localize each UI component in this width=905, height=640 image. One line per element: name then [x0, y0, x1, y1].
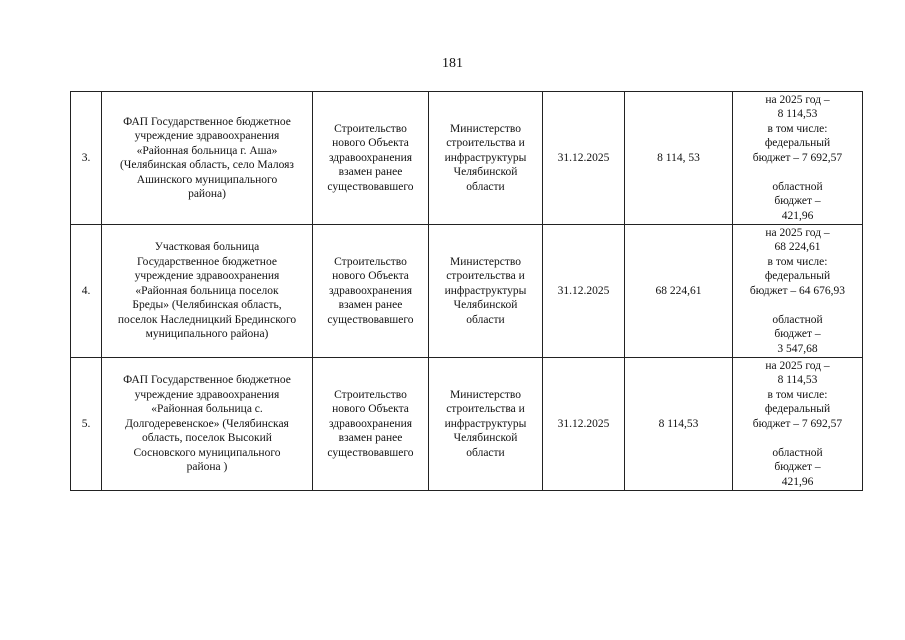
ministry-line: Министерство — [450, 388, 521, 401]
work-type-cell — [313, 92, 429, 225]
object-name-cell — [102, 358, 313, 491]
funding_a-line: федеральный — [764, 270, 831, 283]
funding_b-line: областной — [772, 313, 823, 326]
ministry-line: области — [466, 446, 505, 459]
work-line: здравоохранения — [328, 417, 413, 430]
work-type-cell — [313, 358, 429, 491]
work-line: существовавшего — [327, 446, 414, 459]
funding_a-line: на 2025 год – — [765, 359, 830, 372]
work-type-cell — [313, 225, 429, 358]
ministry-line: Министерство — [450, 122, 521, 135]
name-line: «Районная больница с. — [151, 403, 263, 416]
funding-cell — [733, 92, 863, 225]
name-line: муниципального района) — [145, 328, 269, 341]
funding_b-line: бюджет – — [774, 328, 821, 341]
funding_b-line: бюджет – — [774, 195, 821, 208]
name-line: Участковая больница — [154, 241, 260, 254]
funding_b-line: областной — [772, 180, 823, 193]
name-line: «Районная больница поселок — [135, 284, 279, 297]
object-name-cell — [102, 225, 313, 358]
work-line: взамен ранее — [338, 166, 403, 179]
amount-cell: 8 114,53 — [625, 358, 733, 491]
work-line: нового Объекта — [332, 137, 409, 150]
funding_a-line: в том числе: — [767, 388, 828, 401]
name-line: ФАП Государственное бюджетное — [123, 374, 291, 387]
amount-cell: 8 114, 53 — [625, 92, 733, 225]
object-name-cell — [102, 92, 313, 225]
funding_a-line: 8 114,53 — [777, 108, 818, 121]
name-line: поселок Наследницкий Брединского — [117, 313, 297, 326]
funding_a-line: в том числе: — [767, 255, 828, 268]
work-line: Строительство — [334, 255, 407, 268]
row-number: 3. — [71, 92, 102, 225]
ministry-line: инфраструктуры — [444, 284, 527, 297]
funding_a-line: федеральный — [764, 403, 831, 416]
funding-cell — [733, 225, 863, 358]
ministry-line: Челябинской — [453, 299, 518, 312]
funding_a-line: бюджет – 64 676,93 — [749, 284, 846, 297]
name-line: учреждение здравоохранения — [134, 388, 280, 401]
table-row — [71, 225, 863, 358]
ministry-line: строительства и — [446, 270, 525, 283]
name-line: Долгодеревенское» (Челябинская — [125, 417, 289, 430]
funding-gap — [737, 298, 858, 313]
work-line: взамен ранее — [338, 432, 403, 445]
name-line: «Районная больница г. Аша» — [136, 144, 278, 157]
work-line: здравоохранения — [328, 284, 413, 297]
work-line: Строительство — [334, 388, 407, 401]
name-line: Сосновского муниципального — [133, 446, 281, 459]
ministry-line: строительства и — [446, 137, 525, 150]
ministry-line: инфраструктуры — [444, 417, 527, 430]
funding_b-line: 3 547,68 — [777, 342, 818, 355]
ministry-cell — [429, 92, 543, 225]
funding_a-line: 68 224,61 — [774, 241, 821, 254]
work-line: Строительство — [334, 122, 407, 135]
amount-cell: 68 224,61 — [625, 225, 733, 358]
funding_a-line: бюджет – 7 692,57 — [752, 417, 843, 430]
table-row — [71, 92, 863, 225]
funding-gap — [737, 165, 858, 180]
funding_a-line: на 2025 год – — [765, 93, 830, 106]
work-line: существовавшего — [327, 313, 414, 326]
work-line: нового Объекта — [332, 403, 409, 416]
funding_b-line: областной — [772, 446, 823, 459]
funding-gap — [737, 431, 858, 446]
funding_b-line: бюджет – — [774, 461, 821, 474]
ministry-line: области — [466, 180, 505, 193]
ministry-line: Челябинской — [453, 166, 518, 179]
funding_a-line: бюджет – 7 692,57 — [752, 151, 843, 164]
work-line: взамен ранее — [338, 299, 403, 312]
name-line: (Челябинская область, село Малояз — [120, 159, 294, 171]
name-line: ФАП Государственное бюджетное — [123, 115, 291, 128]
ministry-line: Челябинской — [453, 432, 518, 445]
funding_a-line: на 2025 год – — [765, 226, 830, 239]
page-number: 181 — [442, 56, 463, 71]
name-line: Государственное бюджетное — [137, 255, 277, 268]
ministry-line: Министерство — [450, 255, 521, 268]
deadline-cell: 31.12.2025 — [543, 92, 625, 225]
funding_b-line: 421,96 — [781, 475, 814, 488]
funding_b-line: 421,96 — [781, 209, 814, 222]
deadline-cell: 31.12.2025 — [543, 358, 625, 491]
name-line: область, поселок Высокий — [142, 432, 272, 445]
name-line: учреждение здравоохранения — [134, 130, 280, 142]
ministry-line: инфраструктуры — [444, 151, 527, 164]
name-line: учреждение здравоохранения — [134, 270, 280, 283]
funding_a-line: федеральный — [764, 137, 831, 150]
work-line: здравоохранения — [328, 151, 413, 164]
name-line: района) — [188, 188, 226, 200]
funding_a-line: 8 114,53 — [777, 374, 818, 387]
objects-table — [70, 91, 863, 491]
ministry-line: строительства и — [446, 403, 525, 416]
funding_a-line: в том числе: — [767, 122, 828, 135]
funding-cell — [733, 358, 863, 491]
name-line: Ашинского муниципального — [136, 173, 278, 186]
name-line: Бреды» (Челябинская область, — [132, 299, 282, 312]
deadline-cell: 31.12.2025 — [543, 225, 625, 358]
table-row — [71, 358, 863, 491]
ministry-cell — [429, 225, 543, 358]
ministry-cell — [429, 358, 543, 491]
row-number: 4. — [71, 225, 102, 358]
row-number: 5. — [71, 358, 102, 491]
name-line: района ) — [186, 461, 228, 474]
work-line: нового Объекта — [332, 270, 409, 283]
ministry-line: области — [466, 313, 505, 326]
work-line: существовавшего — [327, 180, 414, 193]
